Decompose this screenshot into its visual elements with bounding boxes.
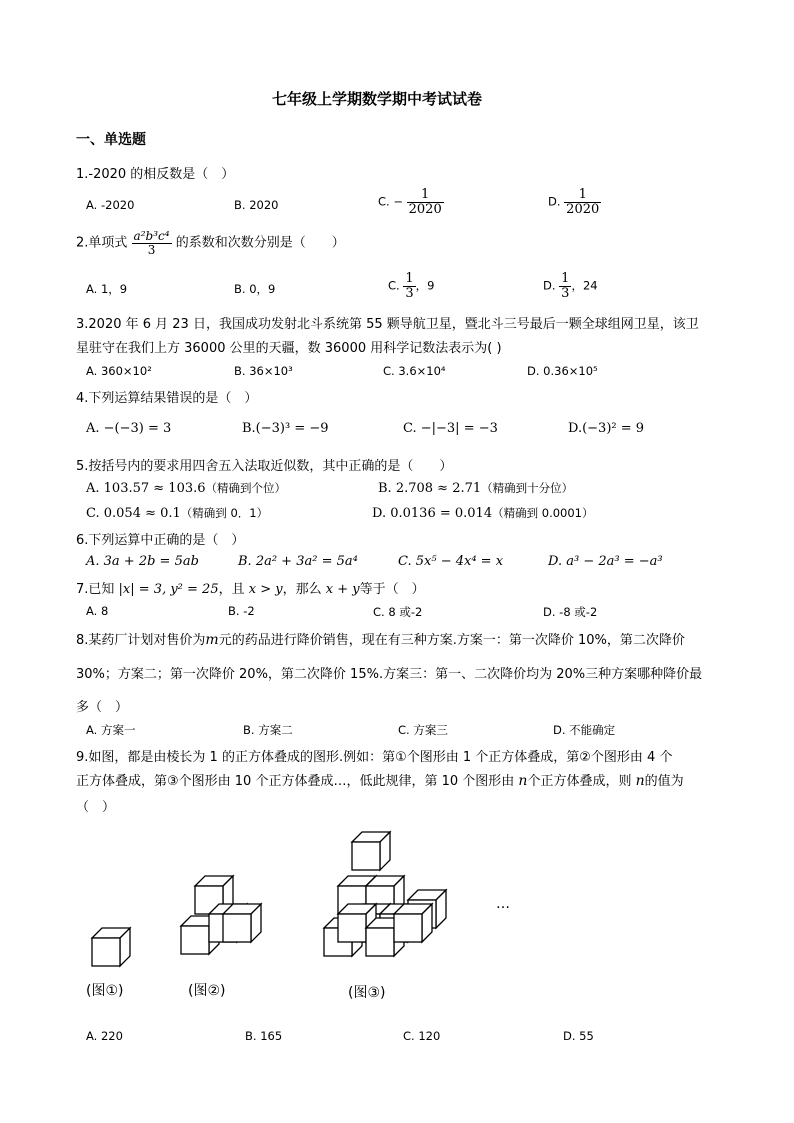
q8-option-d: D. 不能确定 — [553, 723, 616, 737]
q6-option-d: D. a³ − 2a³ = −a³ — [548, 554, 663, 569]
figure-1-caption: (图①) — [86, 983, 124, 999]
q6-option-b: B. 2a² + 3a² = 5a⁴ — [238, 554, 358, 569]
q2-option-d-degree: ，24 — [571, 278, 598, 293]
q2-option-b: B. 0，9 — [234, 282, 276, 296]
q9-stem-line2-pre: 正方体叠成，第③个图形由 10 个正方体叠成…，低此规律，第 10 个图形由 — [76, 774, 515, 789]
q2-monomial-numerator: a²b³c⁴ — [133, 229, 170, 243]
q5-option-d — [372, 505, 594, 521]
q2-monomial — [132, 230, 172, 256]
q6-option-a: A. 3a + 2b = 5ab — [86, 554, 199, 569]
q5-option-b — [378, 480, 573, 496]
q4-option-c: C. −|−3| = −3 — [403, 421, 498, 436]
q8-stem-line3: 多（ ） — [76, 700, 129, 715]
q2-option-a: A. 1，9 — [86, 282, 128, 296]
q2-option-d-numerator: 1 — [561, 271, 570, 286]
q7-condition-3: x + y — [325, 582, 360, 597]
q7-option-c: C. 8 或-2 — [373, 605, 423, 619]
q7-condition-2: x > y — [248, 582, 283, 597]
q5-option-a-math: A. 103.57 ≈ 103.6 — [86, 481, 206, 496]
q2-option-c-denominator: 3 — [405, 285, 414, 301]
q8-var-m: m — [205, 632, 219, 648]
q2-monomial-denominator: 3 — [147, 242, 156, 257]
q9-stem-line2-post: 的值为 — [644, 774, 684, 789]
q1-option-d-numerator: 1 — [564, 188, 601, 203]
q2-option-d-label: D. — [543, 278, 556, 293]
q5-option-b-note: （精确到十分位） — [481, 481, 574, 495]
q6-option-c: C. 5x⁵ − 4x⁴ = x — [398, 554, 504, 569]
q8-stem-line1-pre: 8.某药厂计划对售价为 — [76, 633, 206, 648]
q3-option-c: C. 3.6×10⁴ — [383, 364, 446, 378]
q7-stem-mid1: ，且 — [218, 582, 245, 597]
q1-option-c — [378, 188, 444, 216]
q2-option-c — [388, 272, 434, 300]
q5-option-a-note: （精确到个位） — [205, 481, 287, 495]
q5-option-c — [86, 505, 268, 521]
figure-3-caption: (图③) — [348, 985, 386, 1001]
q2-option-d — [543, 272, 598, 300]
q8-stem-line1-post: 元的药品进行降价销售，现在有三种方案.方案一：第一次降价 10%，第二次降价 — [218, 633, 685, 648]
q3-option-d: D. 0.36×10⁵ — [527, 364, 598, 378]
q8-option-a: A. 方案一 — [86, 723, 136, 737]
q5-option-c-math: C. 0.054 ≈ 0.1 — [86, 506, 181, 521]
q2-option-d-denominator: 3 — [561, 285, 570, 301]
q8-option-b: B. 方案二 — [243, 723, 293, 737]
q9-var-n-2: n — [635, 773, 645, 789]
q2-option-c-fraction — [403, 272, 415, 300]
q9-option-c: C. 120 — [403, 1029, 441, 1043]
q8-stem-line2: 30%；方案二；第一次降价 20%，第二次降价 15%.方案三：第一、二次降价均为 20%三种方案哪种降价最 — [76, 667, 703, 682]
q7-stem — [76, 578, 425, 597]
q1-option-c-label: C. — [378, 194, 390, 209]
q7-option-a: A. 8 — [86, 604, 109, 618]
q4-stem: 4.下列运算结果错误的是（ ） — [76, 391, 258, 406]
q5-stem: 5.按括号内的要求用四舍五入法取近似数，其中正确的是（ ） — [76, 459, 453, 474]
q1-stem: 1.-2020 的相反数是（ ） — [76, 167, 235, 182]
q1-option-d-denominator: 2020 — [566, 201, 600, 217]
figure-2-caption: (图②) — [188, 983, 226, 999]
q3-option-b: B. 36×10³ — [234, 364, 293, 378]
q7-stem-pre: 7.已知 — [76, 582, 115, 597]
q6-stem: 6.下列运算中正确的是（ ） — [76, 533, 245, 548]
page-title: 七年级上学期数学期中考试试卷 — [272, 90, 483, 108]
q2-stem-post: 的系数和次数分别是（ ） — [175, 235, 345, 251]
q3-stem-line2: 星驻守在我们上方 36000 公里的天疆，数 36000 用科学记数法表示为( ) — [76, 341, 502, 356]
q3-option-a: A. 360×10² — [86, 364, 152, 378]
q2-option-c-degree: ，9 — [415, 278, 435, 293]
q7-option-b: B. -2 — [228, 604, 255, 618]
figure-2-cubes — [181, 876, 261, 954]
q1-option-c-numerator: 1 — [407, 188, 444, 203]
q5-option-c-note: （精确到 0．1） — [180, 506, 269, 520]
q8-stem-line1 — [76, 629, 685, 648]
q2-stem — [76, 230, 345, 256]
q1-option-c-fraction — [407, 188, 444, 216]
q9-option-d: D. 55 — [563, 1029, 594, 1043]
q5-option-b-math: B. 2.708 ≈ 2.71 — [378, 481, 482, 496]
q2-option-d-fraction — [559, 272, 571, 300]
q8-option-c: C. 方案三 — [398, 723, 448, 737]
q7-condition-1: |x| = 3, y² = 25 — [118, 582, 219, 597]
q2-stem-pre: 2.单项式 — [76, 235, 128, 251]
q1-option-d — [548, 188, 601, 216]
q5-option-a — [86, 480, 286, 496]
figure-ellipsis: … — [496, 896, 510, 912]
q1-option-b: B. 2020 — [234, 198, 279, 212]
q5-option-d-note: （精确到 0.0001） — [492, 506, 594, 520]
q7-stem-post: 等于（ ） — [359, 582, 425, 597]
q2-option-c-numerator: 1 — [405, 271, 414, 286]
q1-option-c-denominator: 2020 — [408, 201, 442, 217]
q9-stem-line2-mid: 个正方体叠成，则 — [527, 774, 632, 789]
q1-option-c-sign: − — [393, 194, 403, 209]
q1-option-d-label: D. — [548, 194, 561, 209]
q4-option-d: D.(−3)² = 9 — [568, 421, 645, 436]
q7-stem-mid2: ，那么 — [282, 582, 322, 597]
figure-3-cubes — [324, 832, 446, 956]
q9-stem-line1: 9.如图，都是由棱长为 1 的正方体叠成的图形.例如：第①个图形由 1 个正方体叠成，第②个图形由 4 个 — [76, 750, 673, 765]
q1-option-d-fraction — [564, 188, 601, 216]
q9-stem-line3: （ ） — [76, 800, 116, 815]
q9-var-n-1: n — [518, 773, 528, 789]
q7-option-d: D. -8 或-2 — [543, 605, 598, 619]
q9-option-a: A. 220 — [86, 1029, 123, 1043]
q1-option-a: A. -2020 — [86, 198, 135, 212]
figure-1-cubes — [92, 928, 130, 966]
cube-figures — [80, 820, 480, 980]
q9-stem-line2 — [76, 770, 684, 789]
q9-option-b: B. 165 — [245, 1029, 283, 1043]
q4-option-b: B.(−3)³ = −9 — [242, 421, 329, 436]
section-heading: 一、单选题 — [76, 132, 146, 148]
q2-option-c-label: C. — [388, 278, 400, 293]
q3-stem-line1: 3.2020 年 6 月 23 日，我国成功发射北斗系统第 55 颗导航卫星，暨北斗三号最后一颗全球组网卫星，该卫 — [76, 317, 699, 332]
q4-option-a: A. −(−3) = 3 — [86, 421, 172, 436]
q5-option-d-math: D. 0.0136 = 0.014 — [372, 506, 493, 521]
